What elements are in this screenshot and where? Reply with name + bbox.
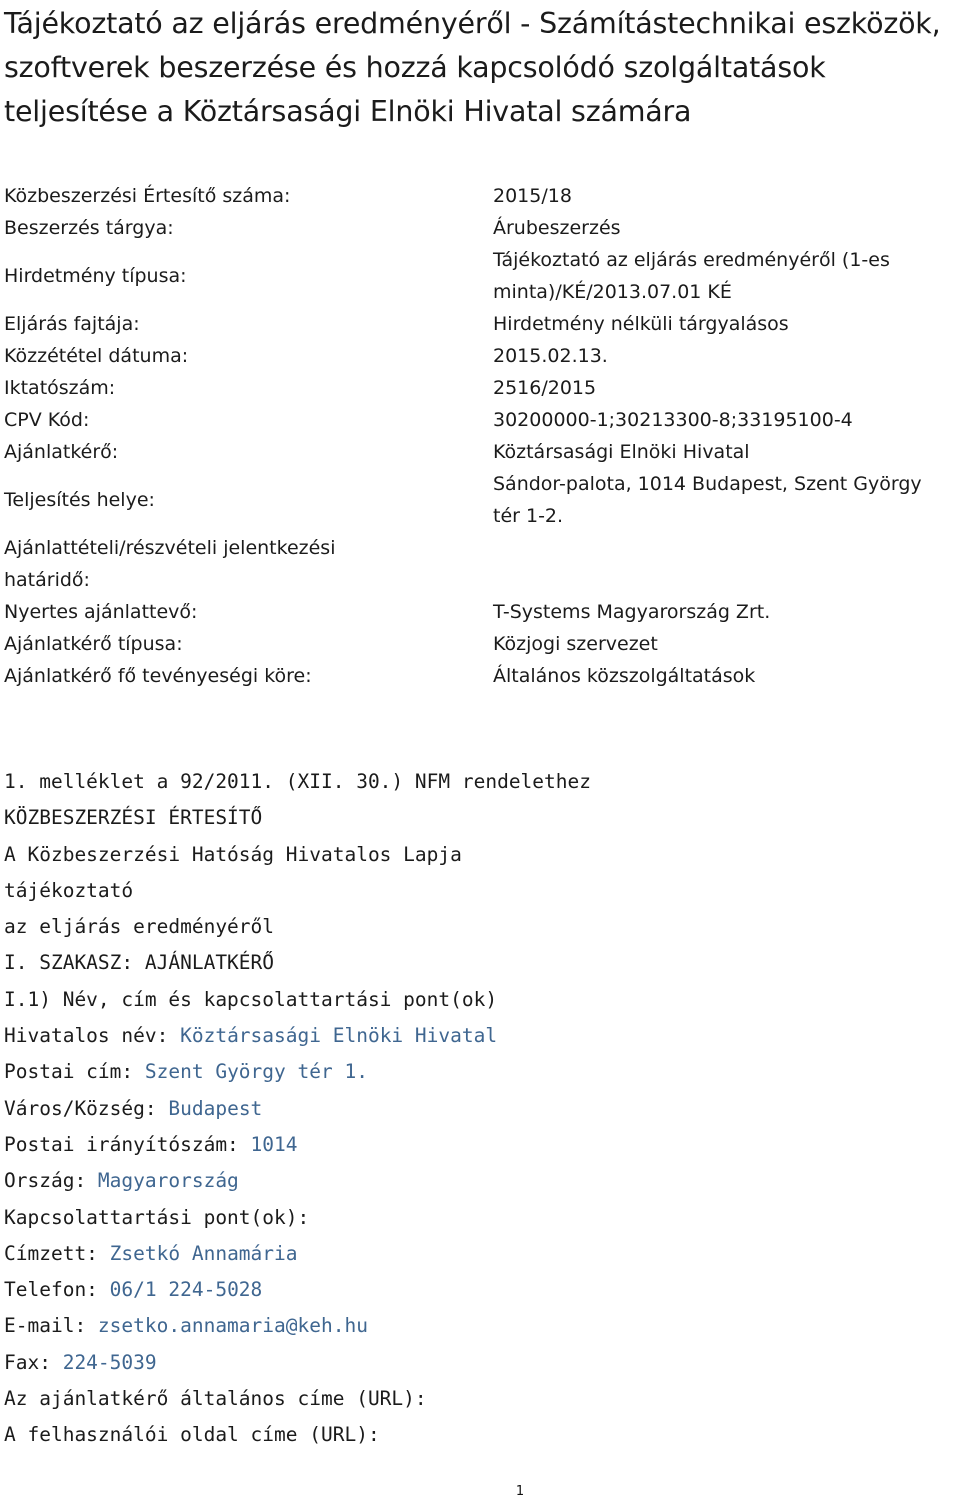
field-row (4, 1345, 954, 1381)
meta-value: 2015.02.13. (493, 345, 608, 367)
field-row (4, 1127, 954, 1163)
meta-value: Köztársasági Elnöki Hivatal (493, 441, 750, 463)
document-title: Tájékoztató az eljárás eredményéről - Számítástechnikai eszközök, szoftverek beszerzése és hozzá kapcsolódó szolgáltatások teljesítése a Köztársasági Elnöki Hivatal számára (4, 7, 941, 128)
meta-label: Eljárás fajtája: (4, 313, 140, 335)
meta-label: Beszerzés tárgya: (4, 217, 174, 239)
field-value: Köztársasági Elnöki Hivatal (180, 1024, 498, 1048)
meta-label: Közzététel dátuma: (4, 345, 189, 367)
meta-value: 2516/2015 (493, 377, 597, 399)
field-row (4, 1381, 954, 1417)
field-value: Zsetkó Annamária (109, 1241, 298, 1265)
meta-label: Közbeszerzési Értesítő száma: (4, 185, 291, 207)
meta-row (4, 468, 954, 532)
meta-row (4, 436, 954, 468)
field-value: 1014 (250, 1132, 298, 1156)
meta-value: Hirdetmény nélküli tárgyalásos (493, 313, 789, 335)
journal-subtitle: A Közbeszerzési Hatóság Hivatalos Lapja (4, 842, 462, 866)
field-label: Kapcsolattartási pont(ok): (4, 1205, 310, 1229)
meta-label: Ajánlatkérő típusa: (4, 633, 183, 655)
field-label: Az ajánlatkérő általános címe (URL): (4, 1387, 427, 1411)
field-value: Szent György tér 1. (144, 1060, 368, 1084)
notice-type: tájékoztató (4, 878, 134, 902)
field-row (4, 1163, 954, 1199)
meta-row (4, 372, 954, 404)
section-heading: I. SZAKASZ: AJÁNLATKÉRŐ (4, 951, 275, 975)
annex-reference: 1. melléklet a 92/2011. (XII. 30.) NFM rendelethez (4, 770, 591, 793)
field-label: A felhasználói oldal címe (URL): (4, 1423, 380, 1447)
notice-section (4, 764, 954, 1454)
meta-row (4, 596, 954, 628)
field-value: Magyarország (97, 1169, 239, 1193)
meta-value: Tájékoztató az eljárás eredményéről (1-es minta)/KÉ/2013.07.01 KÉ (493, 249, 890, 303)
meta-label: Teljesítés helye: (4, 489, 155, 511)
email-link[interactable]: zsetko.annamaria@keh.hu (97, 1314, 368, 1338)
meta-value: 2015/18 (493, 185, 572, 207)
meta-value: Árubeszerzés (493, 217, 621, 239)
meta-value: Általános közszolgáltatások (493, 665, 756, 687)
meta-row (4, 244, 954, 308)
page-number: 1 (515, 1484, 525, 1499)
field-row (4, 1200, 954, 1236)
meta-row (4, 532, 954, 596)
field-label: Telefon: (4, 1278, 110, 1302)
field-row (4, 1308, 954, 1344)
field-label: Hivatalos név: (4, 1024, 181, 1048)
field-row (4, 1018, 954, 1054)
meta-label: Hirdetmény típusa: (4, 265, 187, 287)
meta-row (4, 308, 954, 340)
field-label: Fax: (4, 1350, 63, 1374)
meta-row (4, 340, 954, 372)
meta-label: Ajánlatkérő: (4, 441, 119, 463)
field-row (4, 1272, 954, 1308)
field-label: Postai irányítószám: (4, 1132, 251, 1156)
field-row (4, 1054, 954, 1090)
field-label: Ország: (4, 1169, 98, 1193)
notice-subject: az eljárás eredményéről (4, 915, 275, 939)
meta-row (4, 660, 954, 692)
meta-row (4, 628, 954, 660)
field-label: Város/Község: (4, 1096, 169, 1120)
meta-value: Közjogi szervezet (493, 633, 658, 655)
field-row (4, 1091, 954, 1127)
field-value: 06/1 224-5028 (109, 1278, 263, 1302)
field-value: Budapest (168, 1096, 263, 1120)
field-value: 224-5039 (62, 1350, 157, 1374)
meta-row (4, 404, 954, 436)
field-label: E-mail: (4, 1314, 98, 1338)
meta-label: CPV Kód: (4, 409, 90, 431)
field-row (4, 1417, 954, 1453)
meta-label: Iktatószám: (4, 377, 116, 399)
meta-row (4, 180, 954, 212)
field-label: Címzett: (4, 1241, 110, 1265)
meta-value: 30200000-1;30213300-8;33195100-4 (493, 409, 853, 431)
field-label: Postai cím: (4, 1060, 145, 1084)
meta-value: T-Systems Magyarország Zrt. (493, 601, 771, 623)
metadata-table (4, 180, 954, 692)
field-row (4, 1236, 954, 1272)
meta-label: Ajánlattételi/részvételi jelentkezési határidő: (4, 537, 336, 591)
journal-name: KÖZBESZERZÉSI ÉRTESÍTŐ (4, 806, 263, 830)
meta-label: Ajánlatkérő fő tevényeségi köre: (4, 665, 312, 687)
subsection-heading: I.1) Név, cím és kapcsolattartási pont(ok) (4, 987, 498, 1011)
meta-row (4, 212, 954, 244)
meta-value: Sándor-palota, 1014 Budapest, Szent György tér 1-2. (493, 473, 922, 527)
meta-label: Nyertes ajánlattevő: (4, 601, 198, 623)
